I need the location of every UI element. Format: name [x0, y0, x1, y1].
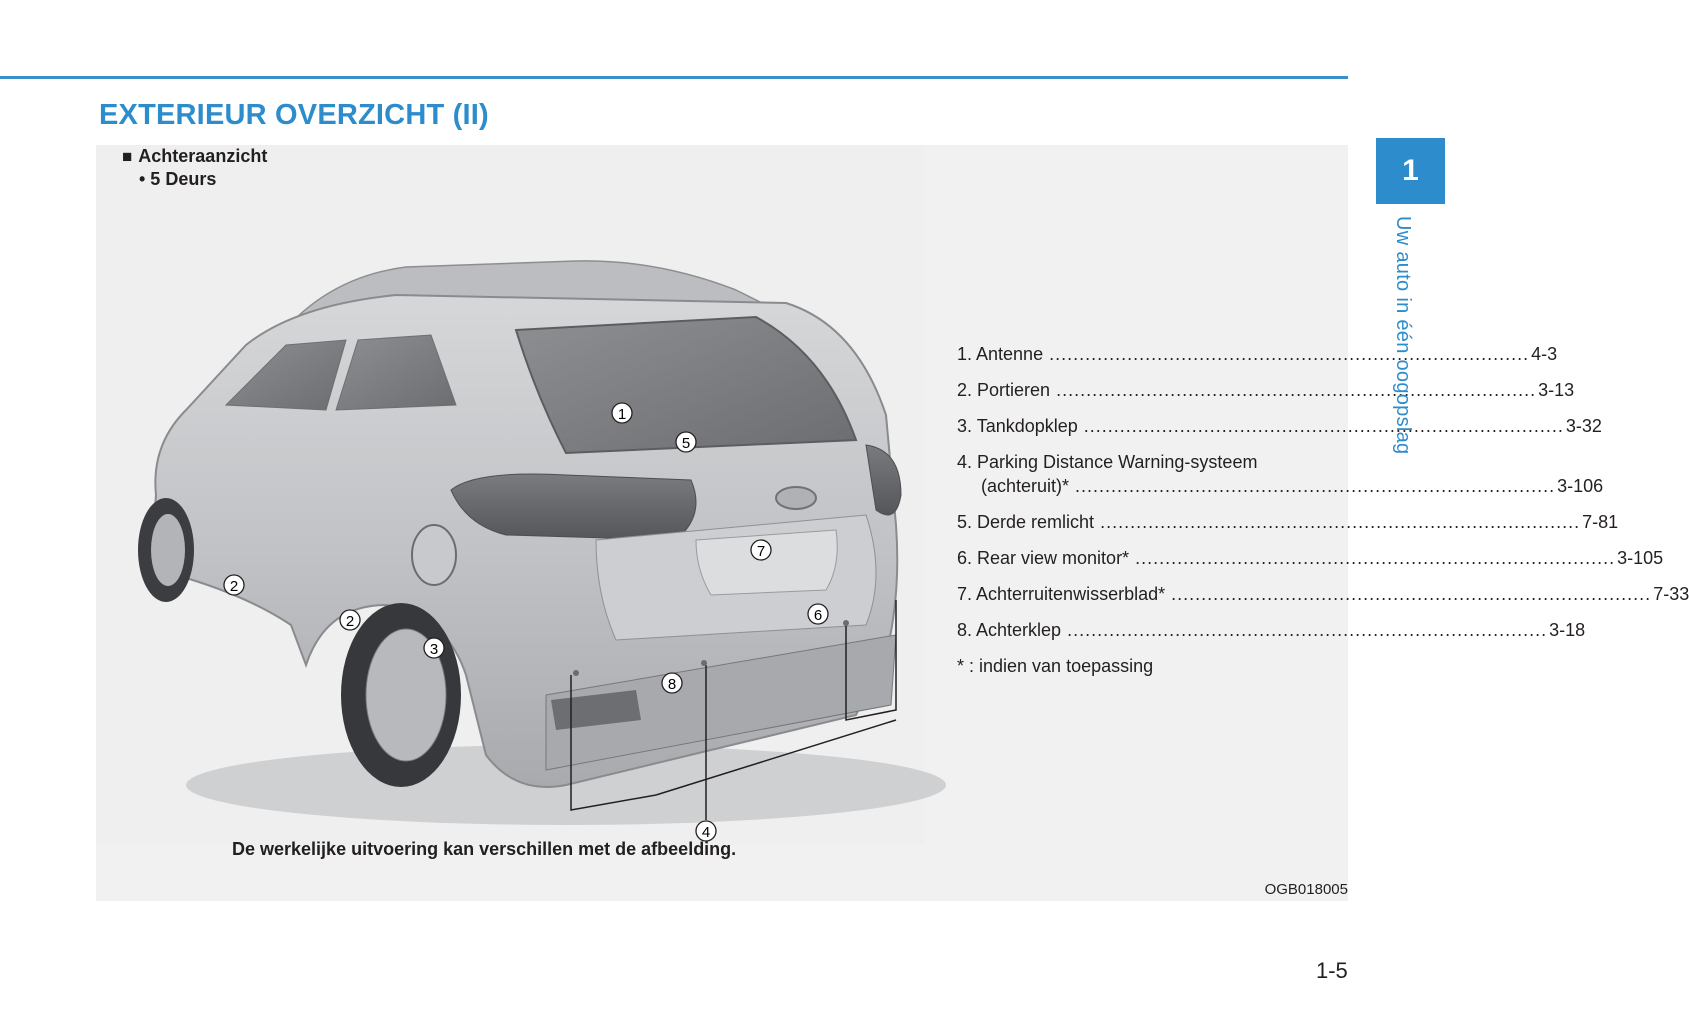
page-number: 1-5: [1316, 958, 1348, 983]
top-rule: [0, 76, 1348, 79]
svg-text:3: 3: [429, 641, 439, 658]
callout-1: [612, 403, 632, 423]
view-subheading: • 5 Deurs: [139, 169, 217, 189]
callout-6: [808, 604, 828, 624]
svg-text:6: 6: [813, 607, 823, 624]
legend-item: 7. Achterruitenwisserblad* ................................................................................ 7-33: [957, 584, 1689, 604]
brand-logo: [776, 487, 816, 509]
square-bullet-icon: ■: [122, 147, 133, 166]
callout-7: [751, 540, 771, 560]
legend-item: 4. Parking Distance Warning-systeem (achteruit)* ................................................................................ 3-106: [957, 452, 1604, 496]
callout-2-rear: [340, 610, 360, 630]
figure-caption: De werkelijke uitvoering kan verschillen met de afbeelding.: [232, 839, 737, 859]
legend-item: 6. Rear view monitor* ................................................................................ 3-105: [957, 548, 1664, 568]
car-rear-illustration: [96, 195, 924, 841]
callout-5: [676, 432, 696, 452]
wheel-front-rim: [151, 514, 185, 586]
callout-8: [662, 673, 682, 693]
sensor-dot: [701, 660, 707, 666]
svg-text:5: 5: [681, 435, 691, 452]
svg-text:4: 4: [701, 824, 711, 841]
page-title: EXTERIEUR OVERZICHT (II): [99, 99, 489, 131]
legend-item: 2. Portieren ................................................................................ 3-13: [957, 380, 1575, 400]
legend-item: 3. Tankdopklep ................................................................................ 3-32: [957, 416, 1602, 436]
callout-2-front: [224, 575, 244, 595]
view-heading: [122, 145, 267, 168]
legend-item: 8. Achterklep ................................................................................ 3-18: [957, 620, 1586, 640]
fuel-door: [412, 525, 456, 585]
legend-note: * : indien van toepassing: [957, 656, 1154, 676]
legend-item: 5. Derde remlicht ................................................................................ 7-81: [957, 512, 1619, 532]
figure-code: OGB018005: [1264, 881, 1348, 898]
legend-item: 1. Antenne ................................................................................ 4-3: [957, 344, 1558, 364]
svg-text:1: 1: [617, 406, 627, 423]
view-heading-text: Achteraanzicht: [138, 146, 268, 166]
sensor-dot: [573, 670, 579, 676]
callout-4: [696, 821, 716, 841]
sensor-dot: [843, 620, 849, 626]
svg-text:2: 2: [229, 578, 239, 595]
license-recess: [696, 530, 837, 595]
svg-text:7: 7: [756, 543, 766, 560]
svg-text:8: 8: [667, 676, 677, 693]
svg-text:2: 2: [345, 613, 355, 630]
chapter-tab: 1: [1376, 138, 1445, 204]
callout-3: [424, 638, 444, 658]
legend-list: [957, 342, 1689, 690]
chapter-side-title: Uw auto in één oogopslag: [1392, 216, 1414, 455]
